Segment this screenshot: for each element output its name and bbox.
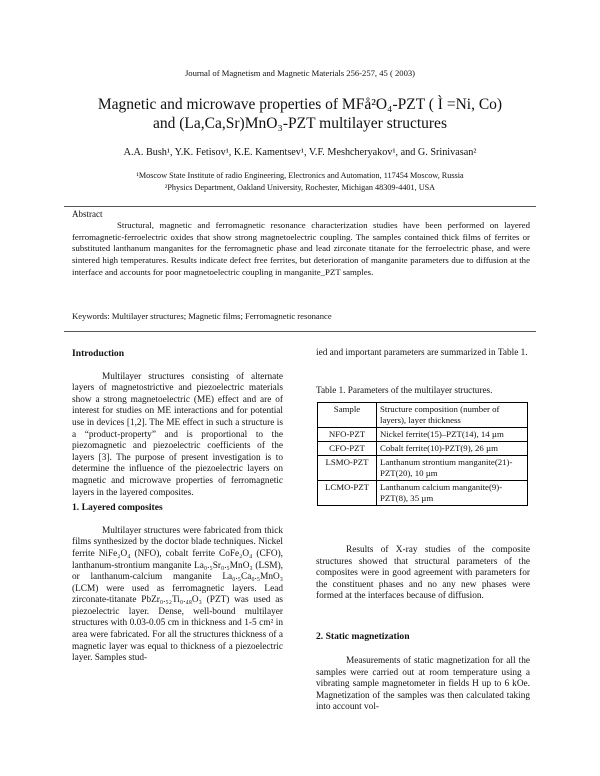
table-cell-sample: LCMO-PZT [318, 481, 377, 506]
keywords: Keywords: Multilayer structures; Magnetic films; Ferromagnetic resonance [72, 311, 332, 321]
table-cell-sample: NFO-PZT [318, 428, 377, 442]
table-row [318, 481, 528, 506]
section1-heading: 1. Layered composites [72, 502, 163, 514]
section2-heading: 2. Static magnetization [316, 631, 410, 642]
paper-title [40, 95, 560, 133]
xray-paragraph: Results of X-ray studies of the composite structures showed that structural parameters of the composites were in good agreement with parameters for the constituent phases and no any new phases were formed at the interfaces because of diffusion. [316, 545, 530, 602]
affiliation-1: ¹Moscow State Institute of radio Engineering, Electronics and Automation, 117454 Moscow, Russia [136, 171, 464, 180]
journal-reference: Journal of Magnetism and Magnetic Materials 256-257, 45 ( 2003) [184, 68, 416, 78]
right-top-paragraph: ied and important parameters are summarized in Table 1. [316, 348, 528, 358]
abstract-text: Structural, magnetic and ferromagnetic resonance characterization studies have been performed on layered ferromagnetic-ferroelectric oxides that show strong magnetoelectric coupling. The samples contained thick films of ferrites or substituted lanthanum manganites for the ferromagnetic phase and lead zirconate titanate for the ferroelectric phase, and were sintered high temperatures. Results indicate defect free ferrites, but deterioration of manganite parameters due to diffusion at the interface and accounts for poor magnetoelectric coupling in manganite_PZT samples. [72, 220, 530, 277]
table-cell-sample: LSMO-PZT [318, 456, 377, 481]
affiliation-2: ²Physics Department, Oakland University, Rochester, Michigan 48309-4401, USA [164, 182, 436, 192]
intro-heading: Introduction [72, 348, 125, 359]
author-list: A.A. Bush¹, Y.K. Fetisov¹, K.E. Kamentsev¹, V.F. Meshcheryakov¹, and G. Srinivasan² [123, 147, 477, 158]
table-cell-structure: Cobalt ferrite(10)-PZT(9), 26 µm [377, 442, 528, 456]
left-column [72, 348, 283, 665]
table-header-cell: Sample [318, 403, 377, 428]
intro-paragraph: Multilayer structures consisting of alternate layers of magnetostrictive and piezoelectric materials show a strong magnetoelectric (ME) effect and are of interest for studies on ME interactions and for potential use in devices [1,2]. The ME effect in such a structure is a “product-property” and is proportional to the piezomagnetic and piezoelectric coefficients of the layers [3]. The purpose of present investigation is to determine the influence of the piezoelectric layers on magnetic and microwave properties of ferromagnetic layers in the layered composites. [72, 371, 283, 498]
table-cell-structure: Nickel ferrite(15)–PZT(14), 14 µm [377, 428, 528, 442]
abstract-label: Abstract [72, 209, 103, 219]
table-cell-structure: Lanthanum calcium manganite(9)- PZT(8), 35 µm [377, 481, 528, 506]
parameters-table [317, 402, 528, 506]
affiliations [40, 170, 560, 193]
table-row [318, 456, 528, 481]
table-cell-structure: Lanthanum strontium manganite(21)- PZT(20), 10 µm [377, 456, 528, 481]
table-header-cell: Structure composition (number of layers), layer thickness [377, 403, 528, 428]
table-header-row [318, 403, 528, 428]
table-row [318, 428, 528, 442]
table-caption: Table 1. Parameters of the multilayer structures. [316, 385, 493, 395]
section1-paragraph: Multilayer structures were fabricated from thick films synthesized by the doctor blade techniques. Nickel ferrite NiFe₂O₄ (NFO), cobalt ferrite CoFe₂O₄ (CFO), lanthanum-strontium manganite La₀.₅Sr₀.₅MnO₃ (LSM), or lanthanum-calcium manganite La₀.₅Ca₀.₅MnO₃ (LCM) were used as ferromagnetic layers. Lead zirconate-titanate PbZr₀.₅₂Ti₀.₄₈O₃ (PZT) was used as piezoelectric layer. Dense, well-bound multilayer structures with 0.03-0.05 cm in thickness and 1-5 cm² in area were fabricated. For all the structures thickness of a magnetic layer was equal to thickness of a piezoelectric layer. Samples stud- [72, 525, 283, 664]
title-line-2: and (La,Ca,Sr)MnO₃-PZT multilayer structures [153, 115, 447, 132]
table-cell-sample: CFO-PZT [318, 442, 377, 456]
divider-top [64, 206, 536, 207]
title-line-1: Magnetic and microwave properties of MFå²O₄-PZT ( Ì =Ni, Co) [97, 96, 503, 113]
section2-paragraph: Measurements of static magnetization for all the samples were carried out at room temperature using a vibrating sample magnetometer in fields H up to 6 kOe. Magnetization of the samples was then calculated taking into account vol- [316, 656, 530, 713]
table-row [318, 442, 528, 456]
divider-bottom [64, 331, 536, 332]
